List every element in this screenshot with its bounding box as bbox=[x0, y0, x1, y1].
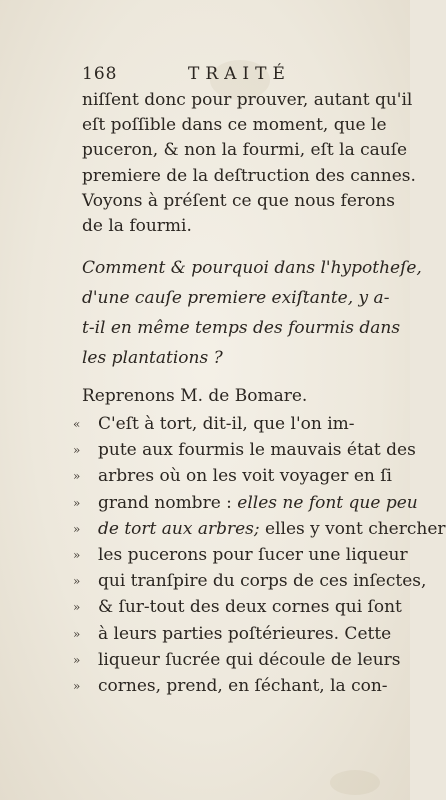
quote-mark: » bbox=[73, 679, 81, 693]
quote-mark: » bbox=[73, 496, 81, 510]
quote-text-line: qui tranſpire du corps de ces inſectes, bbox=[98, 571, 427, 591]
quote-mark: » bbox=[73, 522, 81, 536]
quote-text-line: cornes, prend, en ſéchant, la con- bbox=[98, 676, 388, 696]
quote-text-line: les pucerons pour ſucer une liqueur bbox=[98, 545, 408, 565]
section-heading-line: t-il en même temps des fourmis dans bbox=[82, 318, 401, 338]
text-line: Voyons à préſent ce que nous ferons bbox=[82, 191, 395, 211]
text-line: puceron, & non la fourmi, eſt la cauſe bbox=[82, 140, 408, 160]
text-line: niſſent donc pour prouver, autant qu'il bbox=[82, 90, 413, 110]
quote-text-line: liqueur ſucrée qui découle de leurs bbox=[98, 650, 401, 670]
quote-text-line: de tort aux arbres; elles y vont chercher bbox=[98, 519, 446, 539]
text-line: eſt poſſible dans ce moment, que le bbox=[82, 115, 387, 135]
section-heading-line: Comment & pourquoi dans l'hypotheſe, bbox=[82, 258, 422, 278]
quote-mark: « bbox=[73, 417, 81, 431]
paper-stain bbox=[330, 770, 380, 795]
running-title: TRAITÉ bbox=[188, 64, 291, 84]
quote-text-line: & ſur-tout des deux cornes qui ſont bbox=[98, 597, 402, 617]
text-line: Reprenons M. de Bomare. bbox=[82, 386, 308, 406]
quote-text-line: arbres où on les voit voyager en ſi bbox=[98, 466, 392, 486]
quote-mark: » bbox=[73, 469, 81, 483]
section-heading-line: d'une cauſe premiere exiſtante, y a- bbox=[82, 288, 390, 308]
quote-text-line: C'eſt à tort, dit-il, que l'on im- bbox=[98, 414, 355, 434]
quote-mark: » bbox=[73, 653, 81, 667]
quote-mark: » bbox=[73, 548, 81, 562]
text-line: de la fourmi. bbox=[82, 216, 192, 236]
quote-text-line: à leurs parties poſtérieures. Cette bbox=[98, 624, 392, 644]
quote-mark: » bbox=[73, 627, 81, 641]
quote-mark: » bbox=[73, 600, 81, 614]
quote-mark: » bbox=[73, 443, 81, 457]
page-number: 168 bbox=[82, 64, 118, 84]
text-line: premiere de la deſtruction des cannes. bbox=[82, 166, 416, 186]
quote-text-line: pute aux fourmis le mauvais état des bbox=[98, 440, 416, 460]
section-heading-line: les plantations ? bbox=[82, 348, 223, 368]
quote-text-line: grand nombre : elles ne font que peu bbox=[98, 493, 418, 513]
quote-mark: » bbox=[73, 574, 81, 588]
